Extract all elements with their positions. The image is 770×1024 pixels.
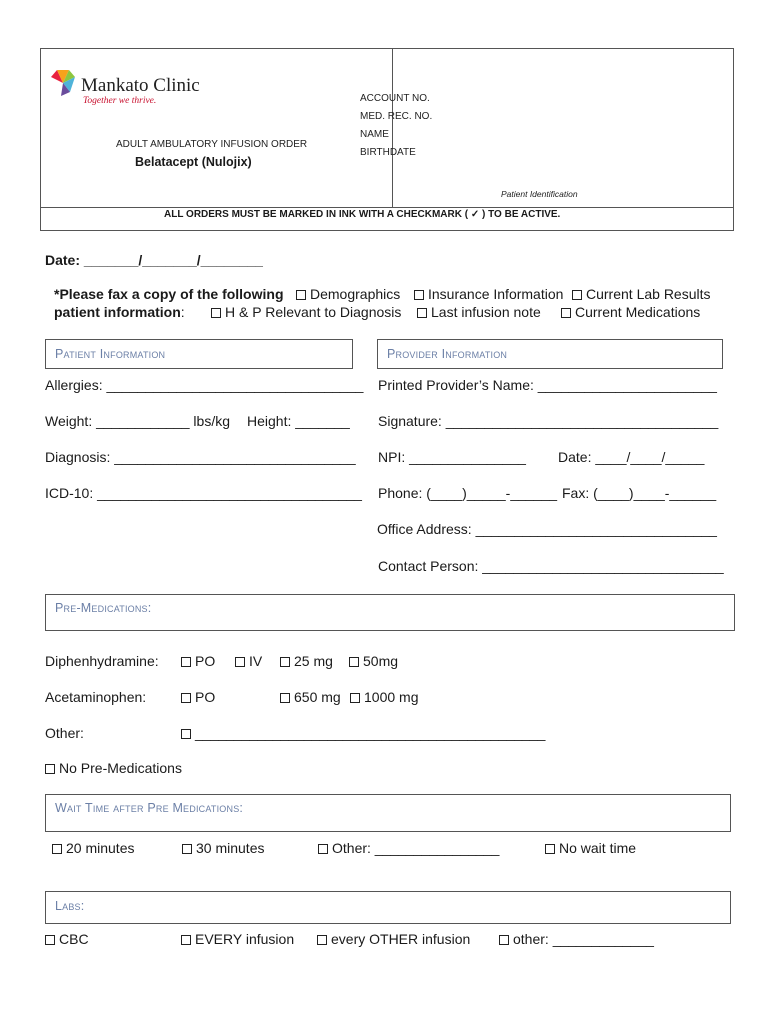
- checkbox[interactable]: [181, 729, 191, 739]
- office-address-field[interactable]: Office Address: _______________________________: [377, 521, 717, 537]
- checkbox[interactable]: [349, 657, 359, 667]
- acetaminophen-650mg[interactable]: 650 mg: [280, 689, 341, 705]
- npi-field[interactable]: NPI: _______________: [378, 449, 526, 465]
- fax-option-labs[interactable]: Current Lab Results: [572, 286, 711, 302]
- acetaminophen-po[interactable]: PO: [181, 689, 215, 705]
- contact-person-field[interactable]: Contact Person: _______________________________: [378, 558, 724, 574]
- fax-option-last-infusion[interactable]: Last infusion note: [417, 304, 541, 320]
- pre-medications-heading-box: [45, 594, 735, 631]
- checkbox[interactable]: [280, 657, 290, 667]
- provider-info-heading: Provider Information: [387, 347, 508, 361]
- checkbox[interactable]: [318, 844, 328, 854]
- fax-request-label-2: patient information: [54, 304, 181, 320]
- med-rec-no-label: MED. REC. NO.: [360, 111, 433, 122]
- diphenhydramine-50mg[interactable]: 50mg: [349, 653, 398, 669]
- name-label: NAME: [360, 129, 389, 140]
- checkbox[interactable]: [182, 844, 192, 854]
- header-divider-horizontal: [41, 207, 733, 208]
- acetaminophen-1000mg[interactable]: 1000 mg: [350, 689, 418, 705]
- wait-time-heading: Wait Time after Pre Medications:: [55, 801, 244, 815]
- other-premed-field[interactable]: _____________________________________________: [181, 725, 545, 741]
- provider-info-heading-box: [377, 339, 723, 369]
- checkbox[interactable]: [211, 308, 221, 318]
- ink-checkmark-notice: ALL ORDERS MUST BE MARKED IN INK WITH A CHECKMARK ( ✓ ) TO BE ACTIVE.: [164, 209, 561, 220]
- acetaminophen-label: Acetaminophen:: [45, 689, 147, 705]
- checkbox[interactable]: [561, 308, 571, 318]
- other-premed-label: Other:: [45, 725, 84, 741]
- wait-time-heading-box: [45, 794, 731, 832]
- clinic-logo-icon: [48, 68, 78, 98]
- fax-option-demographics[interactable]: Demographics: [296, 286, 400, 302]
- form-title: ADULT AMBULATORY INFUSION ORDER: [116, 139, 308, 150]
- no-premedications-option[interactable]: No Pre-Medications: [45, 760, 182, 776]
- checkbox[interactable]: [545, 844, 555, 854]
- checkbox[interactable]: [45, 764, 55, 774]
- wait-none[interactable]: No wait time: [545, 840, 636, 856]
- labs-every-infusion[interactable]: EVERY infusion: [181, 931, 294, 947]
- checkbox[interactable]: [52, 844, 62, 854]
- weight-field[interactable]: Weight: ____________ lbs/kg: [45, 413, 230, 429]
- wait-30-minutes[interactable]: 30 minutes: [182, 840, 264, 856]
- checkbox[interactable]: [350, 693, 360, 703]
- fax-field[interactable]: Fax: (____)____-______: [562, 485, 717, 501]
- icd10-field[interactable]: ICD-10: __________________________________: [45, 485, 362, 501]
- diphenhydramine-iv[interactable]: IV: [235, 653, 262, 669]
- checkbox[interactable]: [499, 935, 509, 945]
- labs-every-other-infusion[interactable]: every OTHER infusion: [317, 931, 470, 947]
- diphenhydramine-po[interactable]: PO: [181, 653, 215, 669]
- checkbox[interactable]: [317, 935, 327, 945]
- patient-info-heading-box: [45, 339, 353, 369]
- checkbox[interactable]: [417, 308, 427, 318]
- patient-identification-caption: Patient Identification: [501, 189, 578, 199]
- checkbox[interactable]: [572, 290, 582, 300]
- drug-name: Belatacept (Nulojix): [135, 155, 252, 169]
- fax-request-row-1: [54, 286, 284, 302]
- diphenhydramine-label: Diphenhydramine:: [45, 653, 159, 669]
- signature-field[interactable]: Signature: ___________________________________: [378, 413, 719, 429]
- header-divider-vertical: [392, 49, 393, 207]
- labs-heading: Labs:: [55, 899, 85, 913]
- clinic-tagline: Together we thrive.: [83, 96, 157, 106]
- fax-option-h-and-p[interactable]: H & P Relevant to Diagnosis: [211, 304, 401, 320]
- height-field[interactable]: Height: _______: [247, 413, 350, 429]
- wait-20-minutes[interactable]: 20 minutes: [52, 840, 134, 856]
- checkbox[interactable]: [414, 290, 424, 300]
- checkbox[interactable]: [181, 693, 191, 703]
- labs-cbc[interactable]: CBC: [45, 931, 89, 947]
- fax-request-label: *Please fax a copy of the following: [54, 286, 284, 302]
- diagnosis-field[interactable]: Diagnosis: _______________________________: [45, 449, 356, 465]
- fax-option-insurance[interactable]: Insurance Information: [414, 286, 563, 302]
- checkbox[interactable]: [45, 935, 55, 945]
- checkbox[interactable]: [181, 935, 191, 945]
- checkbox[interactable]: [280, 693, 290, 703]
- fax-request-row-2: patient information:: [54, 304, 185, 320]
- wait-other[interactable]: Other: ________________: [318, 840, 499, 856]
- fax-option-medications[interactable]: Current Medications: [561, 304, 700, 320]
- diphenhydramine-25mg[interactable]: 25 mg: [280, 653, 333, 669]
- checkbox[interactable]: [296, 290, 306, 300]
- birthdate-label: BIRTHDATE: [360, 147, 416, 158]
- pre-medications-heading: Pre-Medications:: [55, 601, 152, 615]
- account-no-label: ACCOUNT NO.: [360, 93, 430, 104]
- labs-heading-box: [45, 891, 731, 924]
- provider-name-field[interactable]: Printed Provider’s Name: _______________________: [378, 377, 717, 393]
- order-date-field[interactable]: Date: _______/_______/________: [45, 252, 263, 268]
- labs-other[interactable]: other: _____________: [499, 931, 654, 947]
- phone-field[interactable]: Phone: (____)_____-______: [378, 485, 558, 501]
- checkbox[interactable]: [235, 657, 245, 667]
- provider-date-field[interactable]: Date: ____/____/_____: [558, 449, 705, 465]
- allergies-field[interactable]: Allergies: _________________________________: [45, 377, 364, 393]
- patient-info-heading: Patient Information: [55, 347, 166, 361]
- clinic-name: Mankato Clinic: [81, 75, 200, 96]
- checkbox[interactable]: [181, 657, 191, 667]
